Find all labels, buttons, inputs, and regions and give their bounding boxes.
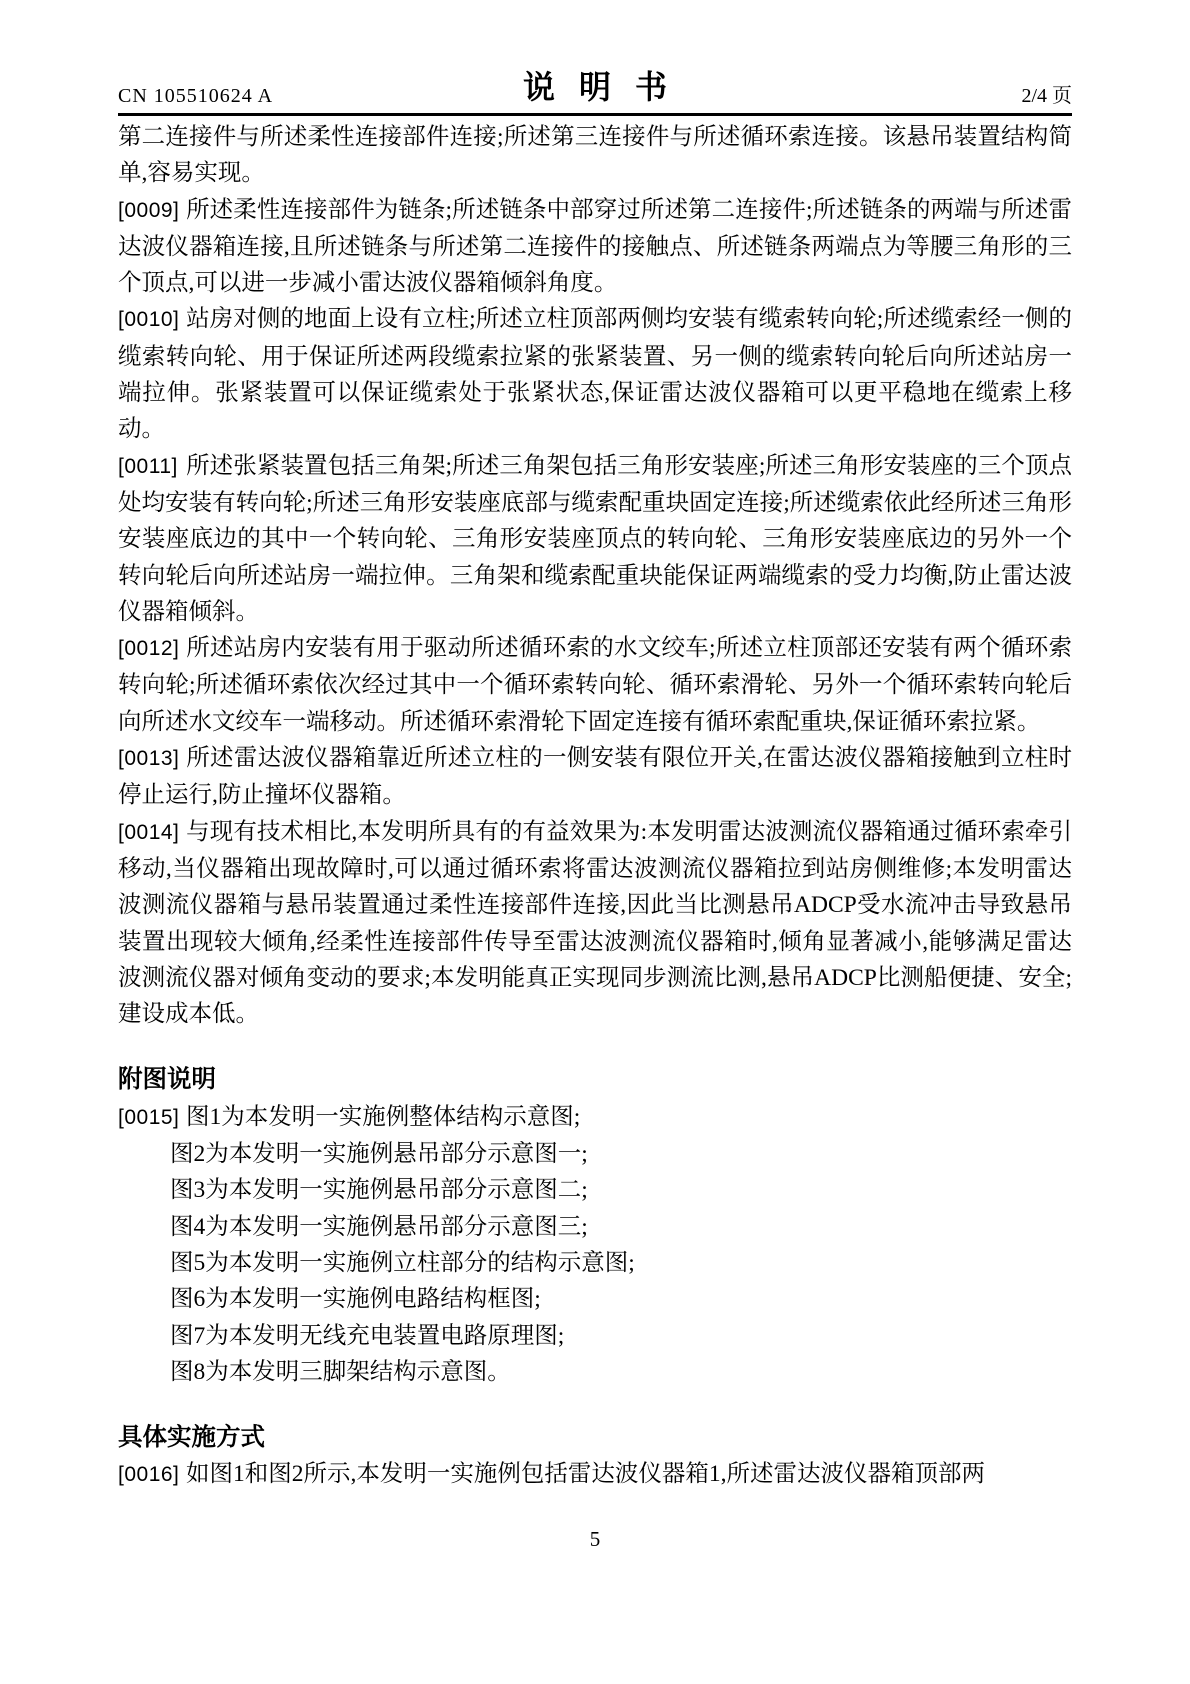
figure-description-line: 图3为本发明一实施例悬吊部分示意图二; (170, 1177, 588, 1204)
paragraph-text: 所述张紧装置包括三角架;所述三角架包括三角形安装座;所述三角形安装座的三个顶点处均安装有转向轮;所述三角形安装座底部与缆索配重块固定连接;所述缆索依此经所述三角形安装座底边的其中一个转向轮、三角形安装座顶点的转向轮、三角形安装座底边的另外一个转向轮后向所述站房一端拉伸。三角架和缆索配重块能保证两端缆索的受力均衡,防止雷达波仪器箱倾斜。 (118, 452, 1072, 625)
paragraph-0011 (118, 448, 1072, 630)
paragraph-0010 (118, 301, 1072, 447)
document-title: 说明书 (523, 69, 692, 105)
specification-body (118, 119, 1072, 1494)
figure-description-line: 图6为本发明一实施例电路结构框图; (170, 1286, 541, 1313)
page-indicator: 2/4 页 (1021, 85, 1073, 107)
paragraph-number: [0010] (118, 308, 180, 332)
header-rule (118, 113, 1072, 116)
figure-description-line: 图5为本发明一实施例立柱部分的结构示意图; (170, 1249, 635, 1276)
paragraph-text: 所述雷达波仪器箱靠近所述立柱的一侧安装有限位开关,在雷达波仪器箱接触到立柱时停止运行,防止撞坏仪器箱。 (118, 745, 1072, 809)
embodiment-section-heading: 具体实施方式 (118, 1424, 265, 1452)
paragraph-number: [0009] (118, 198, 180, 222)
paragraph-text: 所述柔性连接部件为链条;所述链条中部穿过所述第二连接件;所述链条的两端与所述雷达波仪器箱连接,且所述链条与所述第二连接件的接触点、所述链条两端点为等腰三角形的三个顶点,可以进一步减小雷达波仪器箱倾斜角度。 (118, 196, 1072, 297)
paragraph-0016 (118, 1456, 1072, 1493)
paragraph-number: [0014] (118, 820, 180, 844)
paragraph-number: [0013] (118, 747, 180, 771)
page-header (118, 66, 1072, 108)
paragraph-text: 如图1和图2所示,本发明一实施例包括雷达波仪器箱1,所述雷达波仪器箱顶部两 (186, 1461, 985, 1488)
figure-description-line: 图8为本发明三脚架结构示意图。 (170, 1358, 511, 1385)
figure-description-line: 图2为本发明一实施例悬吊部分示意图一; (170, 1141, 588, 1168)
figure-description-line: 图7为本发明无线充电装置电路原理图; (170, 1322, 565, 1349)
paragraph-text: 站房对侧的地面上设有立柱;所述立柱顶部两侧均安装有缆索转向轮;所述缆索经一侧的缆索转向轮、用于保证所述两段缆索拉紧的张紧装置、另一侧的缆索转向轮后向所述站房一端拉伸。张紧装置可以保证缆索处于张紧状态,保证雷达波仪器箱可以更平稳地在缆索上移动。 (118, 306, 1072, 443)
figure-description-line: 图4为本发明一实施例悬吊部分示意图三; (170, 1213, 588, 1240)
figure-description-line: 图1为本发明一实施例整体结构示意图; (186, 1103, 581, 1130)
paragraph-text: 所述站房内安装有用于驱动所述循环索的水文绞车;所述立柱顶部还安装有两个循环索转向轮;所述循环索依次经过其中一个循环索转向轮、循环索滑轮、另外一个循环索转向轮后向所述水文绞车一端移动。所述循环索滑轮下固定连接有循环索配重块,保证循环索拉紧。 (118, 635, 1072, 735)
paragraph-0012 (118, 630, 1072, 740)
paragraph-number: [0012] (118, 637, 180, 661)
continued-paragraph: 第二连接件与所述柔性连接部件连接;所述第三连接件与所述循环索连接。该悬吊装置结构简单,容易实现。 (118, 124, 1072, 187)
document-number: CN 105510624 A (118, 85, 274, 107)
figures-section-heading: 附图说明 (118, 1066, 216, 1094)
page-number: 5 (589, 1526, 601, 1551)
paragraph-0013 (118, 740, 1072, 814)
paragraph-0014 (118, 814, 1072, 1033)
paragraph-0009 (118, 192, 1072, 302)
paragraph-0015 (118, 1099, 1072, 1136)
paragraph-number: [0016] (118, 1463, 180, 1487)
page-footer (118, 1527, 1072, 1552)
paragraph-text: 与现有技术相比,本发明所具有的有益效果为:本发明雷达波测流仪器箱通过循环索牵引移动,当仪器箱出现故障时,可以通过循环索将雷达波测流仪器箱拉到站房侧维修;本发明雷达波测流仪器箱与悬吊装置通过柔性连接部件连接,因此当比测悬吊ADCP受水流冲击导致悬吊装置出现较大倾角,经柔性连接部件传导至雷达波测流仪器箱时,倾角显著减小,能够满足雷达波测流仪器对倾角变动的要求;本发明能真正实现同步测流比测,悬吊ADCP比测船便捷、安全;建设成本低。 (118, 818, 1072, 1028)
paragraph-number: [0011] (118, 454, 178, 478)
paragraph-number: [0015] (118, 1105, 180, 1129)
